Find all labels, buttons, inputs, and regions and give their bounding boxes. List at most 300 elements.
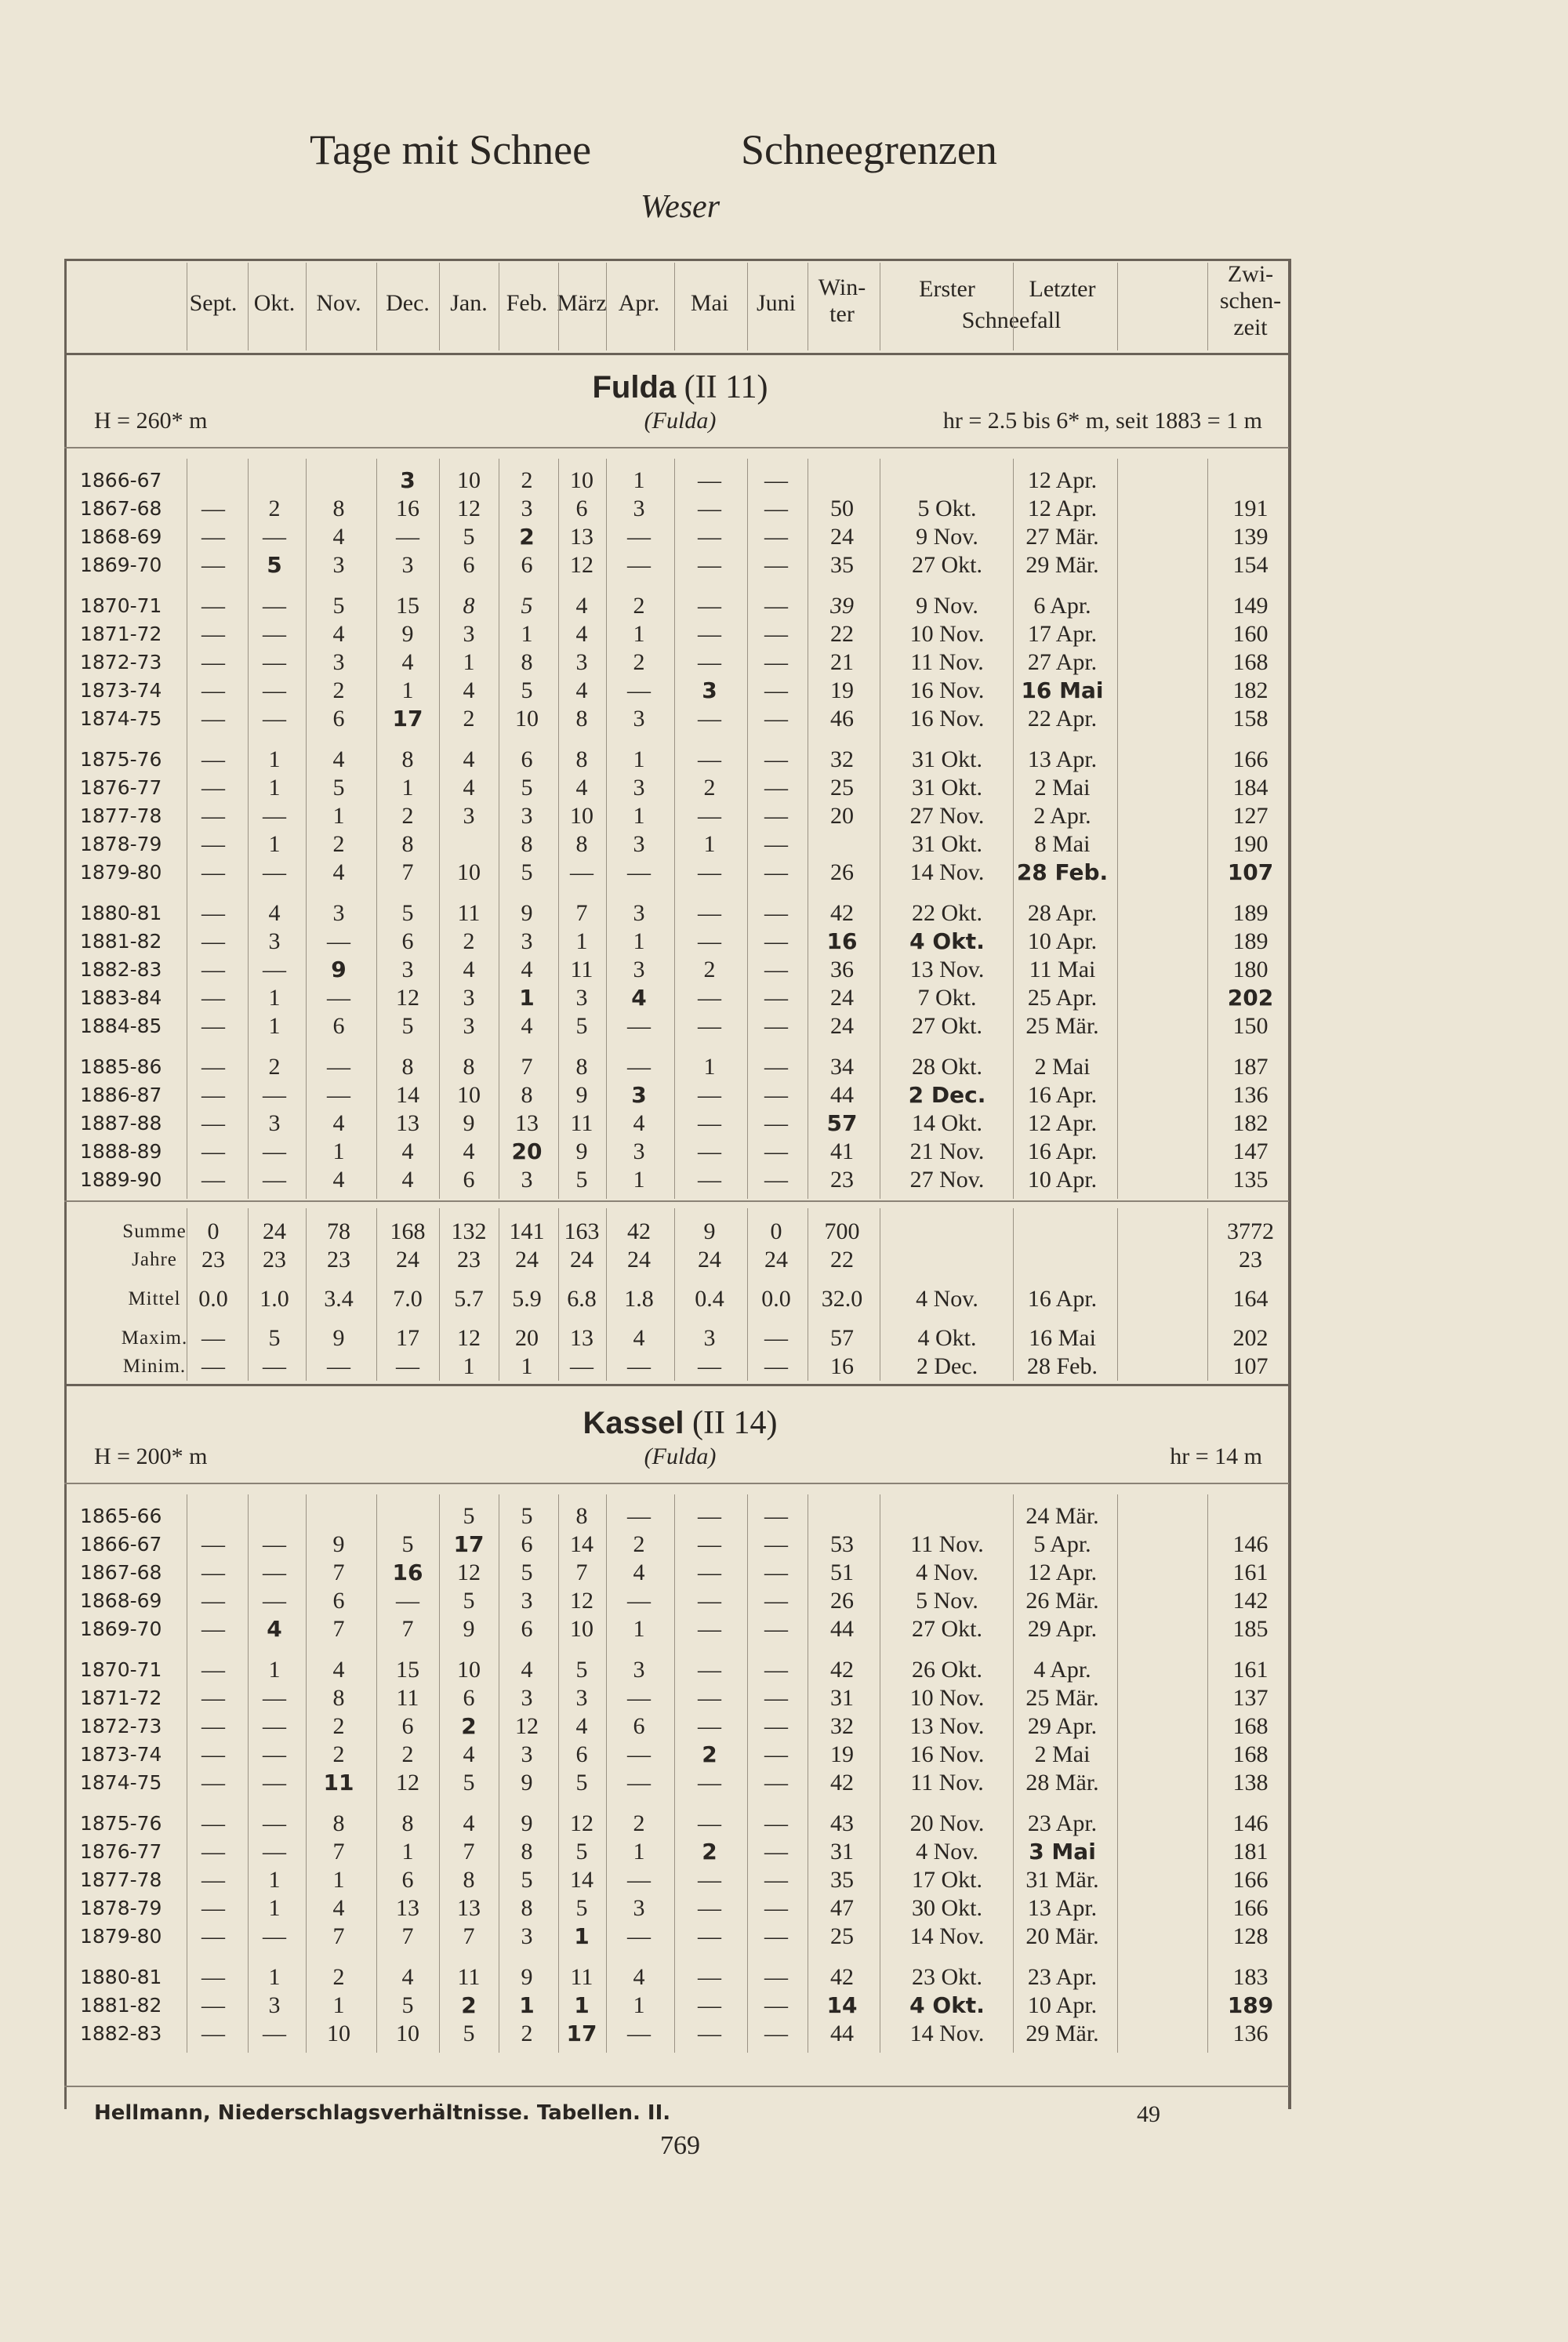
table-cell: 2 [332, 1964, 345, 1990]
table-cell: 50 [830, 496, 854, 521]
table-cell: — [764, 1657, 788, 1683]
table-cell: 4 [633, 1110, 645, 1136]
table-cell: — [201, 985, 225, 1011]
table-cell: 2 [633, 1810, 645, 1836]
summary-cell: 1.0 [260, 1286, 289, 1312]
table-cell: 28 Okt. [912, 1054, 982, 1080]
table-cell: — [698, 1138, 721, 1164]
table-cell: 6 [401, 1867, 414, 1893]
table-cell: 12 Apr. [1027, 496, 1098, 521]
table-cell: — [201, 2021, 225, 2046]
table-cell: — [263, 706, 286, 732]
table-cell: 5 [521, 1503, 533, 1529]
summary-cell: — [263, 1353, 286, 1379]
column-divider [306, 1208, 307, 1381]
table-cell: 26 Okt. [912, 1657, 982, 1683]
table-cell: — [764, 1560, 788, 1585]
table-cell: 1 [332, 803, 345, 829]
table-cell: 1 [332, 1138, 345, 1164]
table-cell: — [698, 552, 721, 578]
header-juni: Juni [756, 290, 796, 316]
summary-cell: 168 [390, 1218, 426, 1244]
table-cell: 16 Nov. [909, 706, 985, 732]
table-cell: 17 [453, 1531, 485, 1557]
year-label: 1868-69 [80, 1589, 162, 1612]
table-cell: 26 [830, 859, 854, 885]
table-cell: — [764, 928, 788, 954]
table-cell: 2 [332, 831, 345, 857]
year-label: 1872-73 [80, 1715, 162, 1737]
table-cell: 28 Apr. [1027, 900, 1098, 926]
table-cell: 41 [830, 1138, 854, 1164]
column-divider [747, 1494, 748, 2053]
table-cell: 25 [830, 1923, 854, 1949]
table-cell: — [764, 1616, 788, 1642]
table-cell: 9 [332, 1531, 345, 1557]
table-cell: 26 [830, 1588, 854, 1614]
table-cell: 2 [702, 1839, 717, 1865]
table-cell: 12 [515, 1713, 539, 1739]
table-cell: 29 Mär. [1025, 552, 1099, 578]
table-cell: — [201, 1810, 225, 1836]
table-cell: 11 Nov. [910, 1531, 984, 1557]
column-divider [606, 263, 607, 350]
table-cell: 19 [830, 1741, 854, 1767]
table-cell: 136 [1232, 2021, 1269, 2046]
column-divider [606, 1208, 607, 1381]
table-cell: — [263, 1588, 286, 1614]
table-cell: 10 [570, 803, 593, 829]
table-cell: 17 [392, 706, 423, 732]
table-cell: 1 [268, 1657, 281, 1683]
table-cell: — [698, 649, 721, 675]
table-cell: 16 Apr. [1027, 1138, 1098, 1164]
table-cell: 1 [268, 985, 281, 1011]
table-cell: 5 [401, 1531, 414, 1557]
table-cell: 5 [332, 775, 345, 801]
table-rule [64, 353, 1289, 355]
table-cell: 4 [463, 1741, 475, 1767]
summary-cell [892, 1218, 1002, 1245]
header-mai: Mai [690, 290, 729, 316]
summary-cell: 24 [570, 1247, 593, 1273]
table-cell: 2 [332, 1713, 345, 1739]
table-cell: 15 [396, 1657, 419, 1683]
table-cell: 7 [332, 1923, 345, 1949]
table-cell: 3 [332, 649, 345, 675]
year-label: 1874-75 [80, 707, 162, 730]
table-cell: — [627, 1588, 651, 1614]
table-cell: 1 [268, 746, 281, 772]
column-divider [1117, 1208, 1118, 1381]
table-cell: — [698, 1167, 721, 1193]
table-cell: 7 [401, 1616, 414, 1642]
table-cell: 4 [575, 621, 588, 647]
table-cell: 29 Apr. [1027, 1616, 1098, 1642]
table-cell: — [698, 900, 721, 926]
table-cell: — [698, 928, 721, 954]
table-cell: — [698, 593, 721, 619]
table-cell: 5 [463, 1588, 475, 1614]
summary-cell: 4 Okt. [917, 1325, 977, 1351]
summary-cell: 4 [633, 1325, 645, 1351]
table-cell: 31 [830, 1685, 854, 1711]
summary-label: Summe [122, 1221, 187, 1242]
subtitle: Weser [640, 189, 720, 225]
summary-cell: 2 Dec. [916, 1353, 978, 1379]
table-cell: 30 Okt. [912, 1895, 982, 1921]
table-cell: 36 [830, 957, 854, 982]
table-cell: 182 [1232, 1110, 1269, 1136]
summary-cell: 202 [1232, 1325, 1269, 1351]
table-cell: 166 [1232, 746, 1269, 772]
table-cell: 6 [463, 1167, 475, 1193]
year-label: 1868-69 [80, 525, 162, 548]
table-cell: — [698, 1531, 721, 1557]
table-cell: 4 [401, 649, 414, 675]
table-cell: 1 [633, 621, 645, 647]
table-cell: 190 [1232, 831, 1269, 857]
table-cell: — [201, 1616, 225, 1642]
footer-citation: Hellmann, Niederschlagsverhältnisse. Tabellen. II. [94, 2101, 671, 2125]
table-cell: 4 [267, 1616, 282, 1642]
table-cell: — [764, 831, 788, 857]
table-cell: 2 [332, 677, 345, 703]
table-cell: 10 [457, 1082, 481, 1108]
table-cell: 12 [457, 496, 481, 521]
table-cell: 24 [830, 524, 854, 550]
summary-cell: 9 [332, 1325, 345, 1351]
table-cell: 8 [332, 1810, 345, 1836]
table-cell: 12 [396, 1770, 419, 1796]
summary-cell: 13 [570, 1325, 593, 1351]
table-cell: 4 [463, 746, 475, 772]
station-code: (II 11) [684, 369, 768, 405]
table-cell: 3 [401, 957, 414, 982]
table-cell: — [201, 1685, 225, 1711]
table-cell: 3 [521, 1923, 533, 1949]
table-cell: 5 [401, 1992, 414, 2018]
table-cell: 160 [1232, 621, 1269, 647]
table-cell: 3 [633, 1138, 645, 1164]
table-cell: 4 [521, 957, 533, 982]
table-cell [311, 467, 366, 494]
column-divider [439, 459, 440, 1199]
column-divider [1207, 263, 1208, 350]
summary-label: Minim. [122, 1356, 187, 1377]
table-cell: 4 [463, 775, 475, 801]
table-cell: 5 [575, 1013, 588, 1039]
summary-cell: — [764, 1325, 788, 1351]
summary-cell: 700 [824, 1218, 860, 1244]
table-cell: — [698, 1082, 721, 1108]
table-cell: 1 [633, 1992, 645, 2018]
table-cell: 2 [633, 1531, 645, 1557]
table-cell: — [764, 1503, 788, 1529]
table-cell: 24 [830, 1013, 854, 1039]
table-cell [815, 467, 869, 494]
table-cell: 25 [830, 775, 854, 801]
table-cell: 146 [1232, 1810, 1269, 1836]
table-cell: 107 [1227, 859, 1274, 885]
table-cell: — [201, 552, 225, 578]
table-cell: 5 [401, 1013, 414, 1039]
table-cell: 16 Mai [1021, 677, 1104, 703]
table-cell: 14 [396, 1082, 419, 1108]
table-cell: 4 [575, 593, 588, 619]
table-cell: 3 [268, 1992, 281, 2018]
column-divider [306, 1494, 307, 2053]
summary-cell: — [570, 1353, 593, 1379]
table-cell: 142 [1232, 1588, 1269, 1614]
table-rule [64, 1483, 1289, 1484]
year-label: 1881-82 [80, 1994, 162, 2017]
table-cell: 2 [521, 2021, 533, 2046]
table-cell: 9 [401, 621, 414, 647]
table-cell: 2 Mai [1034, 1741, 1091, 1767]
table-cell: 27 Okt. [912, 1013, 982, 1039]
table-cell: 27 Mär. [1025, 524, 1099, 550]
year-label: 1887-88 [80, 1112, 162, 1135]
table-cell: 4 [631, 985, 647, 1011]
table-cell: 14 Okt. [912, 1110, 982, 1136]
column-divider [558, 263, 559, 350]
table-cell: 44 [830, 1616, 854, 1642]
table-cell: 8 [332, 496, 345, 521]
table-cell: — [698, 1713, 721, 1739]
table-cell: 27 Okt. [912, 552, 982, 578]
table-cell: 2 [268, 496, 281, 521]
table-cell: 4 [332, 1895, 345, 1921]
table-cell: 42 [830, 1770, 854, 1796]
table-cell: — [201, 706, 225, 732]
table-cell: — [201, 1054, 225, 1080]
table-cell: 3 [633, 900, 645, 926]
table-cell: 27 Apr. [1027, 649, 1098, 675]
table-cell: 12 [570, 552, 593, 578]
table-cell: 1 [268, 1013, 281, 1039]
table-cell: 4 [575, 1713, 588, 1739]
summary-cell: 16 Mai [1029, 1325, 1096, 1351]
year-label: 1872-73 [80, 651, 162, 674]
table-cell: — [764, 621, 788, 647]
table-cell: — [627, 1503, 651, 1529]
column-divider [1117, 263, 1118, 350]
table-cell: 1 [703, 1054, 716, 1080]
table-cell: 189 [1232, 900, 1269, 926]
table-cell: 1 [463, 649, 475, 675]
table-cell: 4 [332, 524, 345, 550]
summary-cell: 6.8 [567, 1286, 597, 1312]
summary-cell: 24 [515, 1247, 539, 1273]
year-label: 1882-83 [80, 2022, 162, 2045]
table-cell: — [764, 1054, 788, 1080]
header-erster: Erster [919, 276, 975, 302]
table-cell: 6 [332, 1588, 345, 1614]
summary-cell: 0.0 [761, 1286, 791, 1312]
table-cell: 8 [521, 1839, 533, 1865]
table-cell: 8 [521, 831, 533, 857]
table-cell: 10 [570, 1616, 593, 1642]
table-cell: — [201, 746, 225, 772]
table-cell: 4 [521, 1657, 533, 1683]
table-cell: — [764, 900, 788, 926]
summary-cell: 23 [1239, 1247, 1262, 1273]
table-cell: 6 [633, 1713, 645, 1739]
header-winter: Win- ter [818, 274, 866, 327]
year-label: 1886-87 [80, 1084, 162, 1106]
table-cell: 3 [401, 552, 414, 578]
table-cell: — [698, 859, 721, 885]
table-cell: 8 [463, 1054, 475, 1080]
table-cell: — [201, 1167, 225, 1193]
table-cell: 147 [1232, 1138, 1269, 1164]
summary-cell: 23 [263, 1247, 286, 1273]
table-cell: — [698, 467, 721, 493]
table-cell: 3 [521, 1741, 533, 1767]
table-cell: — [201, 1867, 225, 1893]
table-cell: 12 Apr. [1027, 1110, 1098, 1136]
table-cell: 161 [1232, 1657, 1269, 1683]
table-cell: 17 [566, 2021, 597, 2046]
summary-cell: 5.7 [454, 1286, 484, 1312]
table-cell: 7 [332, 1560, 345, 1585]
table-cell: 16 [392, 1560, 423, 1585]
column-divider [1013, 459, 1014, 1199]
table-cell [1215, 467, 1286, 494]
table-cell [1215, 1502, 1286, 1530]
table-cell: 24 [830, 985, 854, 1011]
table-cell: — [201, 1013, 225, 1039]
table-cell: — [201, 677, 225, 703]
table-cell: 4 [463, 1810, 475, 1836]
table-cell: 5 [463, 524, 475, 550]
table-cell: — [201, 1110, 225, 1136]
header-letzter: Letzter [1029, 276, 1096, 302]
table-cell: 4 [332, 1167, 345, 1193]
table-cell: 6 [332, 706, 345, 732]
table-cell: 10 [515, 706, 539, 732]
year-label: 1871-72 [80, 623, 162, 645]
summary-cell: 1.8 [624, 1286, 654, 1312]
column-divider [1117, 459, 1118, 1199]
year-label: 1878-79 [80, 833, 162, 855]
table-cell: 1 [633, 1616, 645, 1642]
station-code: (II 14) [692, 1405, 778, 1441]
header-schneefall: Schneefall [961, 307, 1062, 333]
table-cell: — [263, 1138, 286, 1164]
table-cell: 31 Okt. [912, 746, 982, 772]
column-divider [306, 459, 307, 1199]
table-cell: 5 [575, 1895, 588, 1921]
table-cell: 6 [401, 928, 414, 954]
year-label: 1888-89 [80, 1140, 162, 1163]
table-cell: — [764, 524, 788, 550]
summary-cell: 16 [830, 1353, 854, 1379]
year-label: 1877-78 [80, 804, 162, 827]
table-cell: — [201, 1657, 225, 1683]
table-cell: 6 [521, 746, 533, 772]
table-cell: 12 [570, 1810, 593, 1836]
summary-cell: 132 [451, 1218, 487, 1244]
column-divider [306, 263, 307, 350]
summary-cell: 1 [463, 1353, 475, 1379]
table-cell: 1 [519, 1992, 535, 2018]
table-cell: — [698, 1923, 721, 1949]
table-cell: — [263, 2021, 286, 2046]
table-cell: 10 [457, 859, 481, 885]
table-cell: 202 [1227, 985, 1274, 1011]
table-cell: 1 [633, 928, 645, 954]
column-divider [558, 1208, 559, 1381]
table-cell: — [627, 1054, 651, 1080]
table-cell: 5 [521, 775, 533, 801]
table-cell: — [627, 677, 651, 703]
table-cell: 8 [575, 1054, 588, 1080]
table-cell [311, 1502, 366, 1530]
summary-cell: 22 [830, 1247, 854, 1273]
table-cell: 42 [830, 900, 854, 926]
table-cell: — [263, 593, 286, 619]
year-label: 1869-70 [80, 554, 162, 576]
station-gauge: hr = 2.5 bis 6* m, seit 1883 = 1 m [942, 408, 1262, 434]
table-cell: 39 [830, 593, 854, 619]
table-cell: — [627, 1013, 651, 1039]
table-cell: 46 [830, 706, 854, 732]
title-left: Tage mit Schnee [310, 126, 592, 173]
summary-cell: 0 [207, 1218, 220, 1244]
table-cell: — [201, 649, 225, 675]
table-cell: 8 [332, 1685, 345, 1711]
table-cell: — [263, 1082, 286, 1108]
table-rule [64, 1384, 1289, 1386]
summary-cell: 32.0 [821, 1286, 863, 1312]
table-cell: 10 Apr. [1027, 928, 1098, 954]
column-divider [439, 1494, 440, 2053]
table-cell: 31 Okt. [912, 775, 982, 801]
summary-cell: 3772 [1227, 1218, 1274, 1244]
table-cell: — [764, 859, 788, 885]
year-label: 1874-75 [80, 1771, 162, 1794]
table-cell: 17 Okt. [912, 1867, 982, 1893]
table-cell: 7 [463, 1923, 475, 1949]
table-cell: 158 [1232, 706, 1269, 732]
table-cell: — [201, 803, 225, 829]
table-cell: — [764, 1713, 788, 1739]
table-cell: 1 [633, 467, 645, 493]
table-cell: 13 [570, 524, 593, 550]
year-label: 1880-81 [80, 1966, 162, 1988]
table-cell [892, 1502, 1002, 1530]
table-cell: — [201, 900, 225, 926]
header-märz: März [557, 290, 607, 316]
table-cell: 8 Mai [1034, 831, 1091, 857]
table-cell: 138 [1232, 1770, 1269, 1796]
table-cell: 6 [575, 1741, 588, 1767]
table-cell: 2 [519, 524, 535, 550]
table-rule [64, 1200, 1289, 1202]
table-cell: 2 [702, 1741, 717, 1767]
table-cell: 27 Nov. [909, 803, 985, 829]
column-divider [1207, 1208, 1208, 1381]
summary-cell: — [698, 1353, 721, 1379]
table-cell: — [201, 775, 225, 801]
table-cell: 14 [570, 1531, 593, 1557]
table-cell: — [764, 1138, 788, 1164]
table-cell: — [764, 1741, 788, 1767]
table-cell: 13 Apr. [1027, 746, 1098, 772]
table-cell: 20 [511, 1138, 543, 1164]
